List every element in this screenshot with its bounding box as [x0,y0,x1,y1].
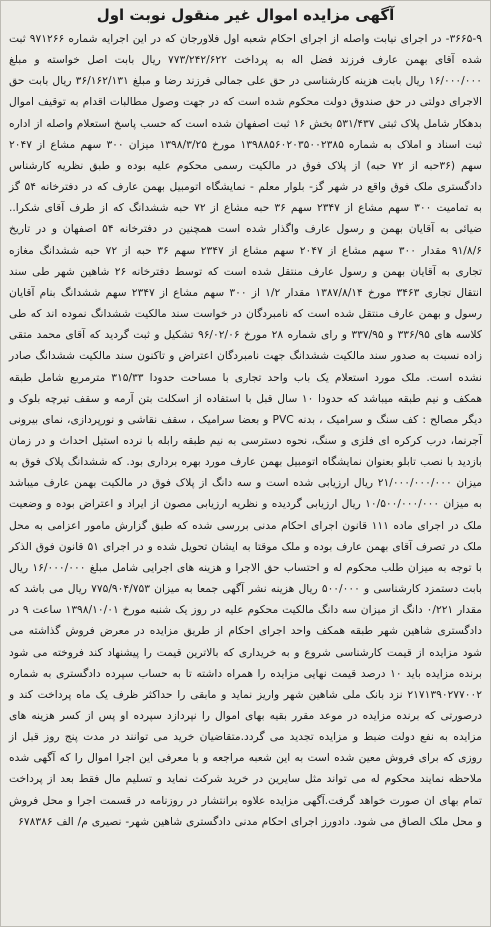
notice-body: ۳۶۶۵-۹- در اجرای نیابت واصله از اجرای احکام شعبه اول فلاورجان که در این اجرایه شماره ۹۷۱۲۶۶ ثبت شده آقای بهمن عارف فرزند فضل اله به پرداخت ۷۷۳/۲۴۲/۶۲۲ ریال بابت اصل خواسته و مبلغ ۱۶/۰۰۰/۰۰۰ ریال بابت هزینه کارشناسی در حق علی جمالی فرزند رضا و مبلغ ۳۶/۱۶۲/۱۳۱ ریال بابت حق الاجرای دولتی در حق صندوق دولت محکوم شده است که در جهت وصول مطالبات اقدام به توقیف اموال بدهکار شامل پلاک ثبتی ۵۳۱/۴۳۷ بخش ۱۶ ثبت اصفهان شده است که حسب پاسخ استعلام واصله از اداره ثبت اسناد و املاک به شماره ۱۳۹۸۸۵۶۰۲۰۳۵۰۰۲۳۸۵ مورخ ۱۳۹۸/۳/۲۵ میزان ۳۰۰ سهم مشاع از ۲۰۴۷ سهم (۳۶حبه از ۷۲ حبه) از پلاک فوق در مالکیت رسمی محکوم علیه بوده و طبق نظریه کارشناس دادگستری ملک فوق واقع در شهر گز- بلوار معلم - نمایشگاه اتومبیل بهمن عارف که در دفترخانه ۵۴ گز به تمامیت ۳۰۰ سهم مشاع از ۲۳۴۷ سهم ۳۶ حبه مشاع از ۷۲ حبه ششدانگ که از طرف آقای شکرا.. ضیائی به آقایان بهمن و رسول عارف واگذار شده است همچنین در دفترخانه ۵۴ اصفهان و در تاریخ ۹۱/۸/۶ مقدار ۳۰۰ سهم مشاع از ۲۰۴۷ سهم مشاع از ۲۳۴۷ سهم ۳۶ حبه از ۷۲ حبه ششدانگ مغازه تجاری به آقایان بهمن و رسول عارف منتقل شده است که توسط دفترخانه ۲۶ شاهین شهر طی سند انتقال تجاری ۳۴۶۳ مورخ ۱۳۸۷/۸/۱۴ مقدار ۱/۲ از ۳۰۰ سهم مشاع از ۲۳۴۷ سهم ششدانگ بنام آقایان رسول و بهمن عارف منتقل شده است که نامبردگان در خواست سند مالکیت ششدانگ نموده اند که طی کلاسه های ۳۳۶/۹۵ و ۳۳۷/۹۵ و رای شماره ۲۸ مورخ ۹۶/۰۲/۰۶ تشکیل و ثبت گردید که آقای محمد متقی زاده نسبت به صدور سند مالکیت ششدانگ جهت نامبردگان اعتراض و تاکنون سند مالکیت ششدانگ صادر نشده است. ملک مورد استعلام یک باب واحد تجاری با مساحت حدودا ۳۱۵/۳۳ مترمربع شامل طبقه همکف و نیم طبقه میباشد که حدودا ۱۰ سال قبل با استفاده از اسکلت بتن آرمه و سقف تیرچه بلوک و دیگر مصالح : کف سنگ و سرامیک ، بدنه PVC و بعضا سرامیک ، سقف نقاشی و نورپردازی، نمای بیرونی آجرنما، درب کرکره ای فلزی و سنگ، نحوه دسترسی به نیم طبقه رابله با نرده استیل احداث و در زمان بازدید با نصب تابلو بعنوان نمایشگاه اتومبیل بهمن عارف مورد بهره برداری بود. که ششدانگ پلاک فوق به میزان ۲۱/۰۰۰/۰۰۰/۰۰۰ ریال ارزیابی شده است و سه دانگ از پلاک فوق در مالکیت بهمن عارف میباشد به میزان ۱۰/۵۰۰/۰۰۰/۰۰۰ ریال ارزیابی گردیده و نظریه ارزیابی مصون از ایراد و اعتراض بوده و وضعیت ملک در اجرای ماده ۱۱۱ قانون اجرای احکام مدنی بررسی شده که طبق گزارش مامور اعزامی به محل ملک در تصرف آقای بهمن عارف بوده و ملک موقتا به ایشان تحویل شده و در اجرای ۵۱ قانون فوق الذکر با توجه به میزان طلب محکوم له و احتساب حق الاجرا و هزینه های اجرایی شامل مبلغ ۱۶/۰۰۰/۰۰۰ ریال بابت دستمزد کارشناسی و ۵۰۰/۰۰۰ ریال هزینه نشر آگهی جمعا به میزان ۷۷۵/۹۰۴/۷۵۳ ریال می باشد که مقدار ۰/۲۲۱ دانگ از میزان سه دانگ مالکیت محکوم علیه در روز یک شنبه مورخ ۱۳۹۸/۱۰/۰۱ ساعت ۹ در دادگستری شاهین شهر طبقه همکف واحد اجرای احکام از طریق مزایده در معرض فروش گذاشته می شود مزایده از قیمت کارشناسی شروع و به خریداری که بالاترین قیمت را پیشنهاد کند فروخته می شود برنده مزایده باید ۱۰ درصد قیمت نهایی مزایده را همراه داشته تا به حساب سپرده دادگستری به شماره ۲۱۷۱۳۹۰۲۷۷۰۰۲ نزد بانک ملی شاهین شهر واریز نماید و مابقی را حداکثر ظرف یک ماه پرداخت کند و درصورتی که برنده مزایده در موعد مقرر بقیه بهای اموال را نپردازد سپرده او پس از کسر هزینه های مزایده به نفع دولت ضبط و مزایده تجدید می گردد.متقاضیان خرید می توانند در مدت پنج روز قبل از روزی که برای فروش معین شده است به این شعبه مراجعه و با معرفی این اجرا اموال را که آگهی شده ملاحظه نمایند محکوم له می تواند مثل سایرین در خرید شرکت نماید و تسلیم مال فقط بعد از پرداخت تمام بهای ان صورت خواهد گرفت.آگهی مزایده علاوه برانتشار در روزنامه در قسمت اجرا و محل فروش و محل ملک الصاق می شود. دادورز اجرای احکام مدنی دادگستری شاهین شهر- نصیری م/ الف ۶۷۸۳۸۶ [9,32,483,828]
notice-title: آگهی مزایده اموال غیر منقول نوبت اول [96,6,395,24]
